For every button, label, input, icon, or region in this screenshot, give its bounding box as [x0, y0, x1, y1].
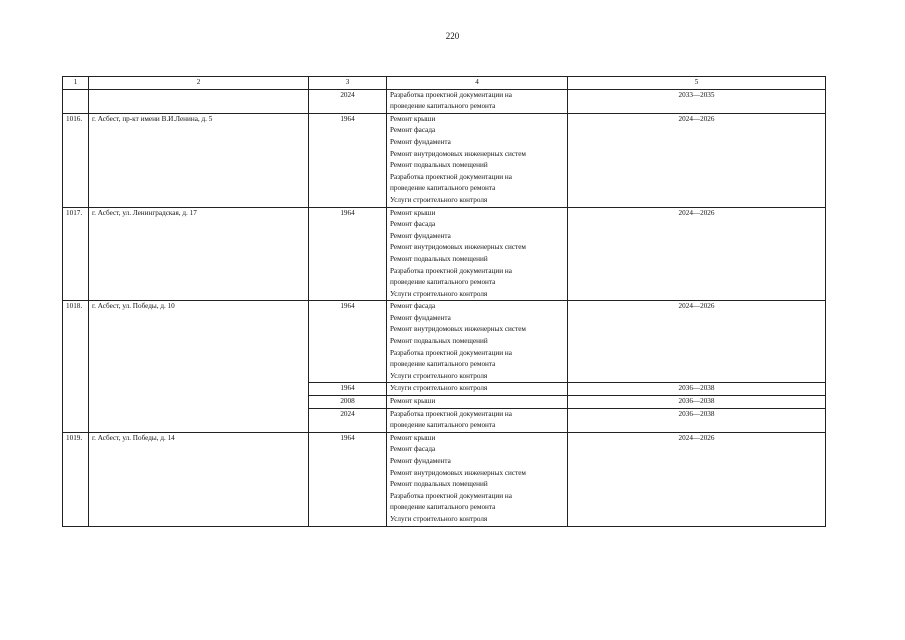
work-item: проведение капитального ремонта	[390, 360, 496, 369]
work-item: Ремонт фасада	[390, 220, 436, 229]
year-cell: 2024	[309, 408, 387, 432]
work-item: Ремонт внутридомовых инженерных систем	[390, 149, 526, 158]
table-row-continuation	[63, 89, 826, 113]
column-header: 1	[63, 77, 89, 90]
work-item: Разработка проектной документации на	[390, 172, 512, 181]
period-cell: 2024—2026	[568, 301, 826, 383]
column-header: 2	[89, 77, 309, 90]
row-number-cell	[63, 89, 89, 113]
address-cell: г. Асбест, ул. Победы, д. 14	[89, 432, 309, 526]
work-item: Услуги строительного контроля	[390, 384, 488, 393]
work-item: Ремонт подвальных помещений	[390, 337, 488, 346]
table-row	[63, 301, 826, 383]
work-item: Ремонт крыши	[390, 433, 436, 442]
year-cell: 1964	[309, 207, 387, 301]
works-cell	[387, 408, 568, 432]
works-cell	[387, 301, 568, 383]
page-number: 220	[445, 31, 460, 41]
work-item: Услуги строительного контроля	[390, 371, 488, 380]
table-header-row	[63, 77, 826, 90]
work-item: Разработка проектной документации на	[390, 409, 512, 418]
period-cell: 2024—2026	[568, 113, 826, 207]
year-cell: 1964	[309, 383, 387, 396]
column-header: 3	[309, 77, 387, 90]
row-number-cell: 1018.	[63, 301, 89, 433]
address-cell: г. Асбест, пр-кт имени В.И.Ленина, д. 5	[89, 113, 309, 207]
works-cell	[387, 89, 568, 113]
period-cell: 2036—2038	[568, 396, 826, 409]
work-item: Ремонт фундамента	[390, 313, 451, 322]
work-item: проведение капитального ремонта	[390, 503, 496, 512]
work-item: проведение капитального ремонта	[390, 102, 496, 111]
row-number-cell: 1019.	[63, 432, 89, 526]
work-item: Услуги строительного контроля	[390, 289, 488, 298]
work-item: Ремонт фасада	[390, 445, 436, 454]
year-cell: 1964	[309, 113, 387, 207]
period-cell: 2024—2026	[568, 432, 826, 526]
works-cell	[387, 113, 568, 207]
period-cell: 2036—2038	[568, 383, 826, 396]
work-item: Разработка проектной документации на	[390, 266, 512, 275]
works-cell	[387, 432, 568, 526]
works-cell	[387, 383, 568, 396]
period-cell: 2033—2035	[568, 89, 826, 113]
row-number-cell: 1017.	[63, 207, 89, 301]
column-header: 4	[387, 77, 568, 90]
work-item: проведение капитального ремонта	[390, 184, 496, 193]
work-item: Ремонт крыши	[390, 397, 436, 406]
works-cell	[387, 396, 568, 409]
column-header: 5	[568, 77, 826, 90]
work-item: Ремонт внутридомовых инженерных систем	[390, 468, 526, 477]
work-item: Разработка проектной документации на	[390, 348, 512, 357]
work-item: Ремонт подвальных помещений	[390, 161, 488, 170]
work-item: Ремонт фасада	[390, 126, 436, 135]
row-number-cell: 1016.	[63, 113, 89, 207]
work-item: проведение капитального ремонта	[390, 421, 496, 430]
year-cell: 1964	[309, 432, 387, 526]
address-cell: г. Асбест, ул. Ленинградская, д. 17	[89, 207, 309, 301]
period-cell: 2024—2026	[568, 207, 826, 301]
year-cell: 2008	[309, 396, 387, 409]
table-row	[63, 207, 826, 301]
work-item: Услуги строительного контроля	[390, 195, 488, 204]
year-cell: 2024	[309, 89, 387, 113]
work-item: Ремонт подвальных помещений	[390, 480, 488, 489]
table-row	[63, 113, 826, 207]
work-item: Ремонт внутридомовых инженерных систем	[390, 325, 526, 334]
work-item: Ремонт подвальных помещений	[390, 254, 488, 263]
address-cell	[89, 89, 309, 113]
work-item: Услуги строительного контроля	[390, 514, 488, 523]
work-item: Разработка проектной документации на	[390, 491, 512, 500]
address-cell: г. Асбест, ул. Победы, д. 10	[89, 301, 309, 433]
table-row	[63, 432, 826, 526]
work-item: Ремонт фасада	[390, 302, 436, 311]
repair-schedule-table	[62, 76, 826, 527]
work-item: Ремонт внутридомовых инженерных систем	[390, 243, 526, 252]
work-item: Ремонт фундамента	[390, 137, 451, 146]
work-item: Ремонт фундамента	[390, 231, 451, 240]
period-cell: 2036—2038	[568, 408, 826, 432]
work-item: Ремонт крыши	[390, 208, 436, 217]
work-item: Ремонт крыши	[390, 114, 436, 123]
works-cell	[387, 207, 568, 301]
work-item: проведение капитального ремонта	[390, 278, 496, 287]
work-item: Ремонт фундамента	[390, 457, 451, 465]
year-cell: 1964	[309, 301, 387, 383]
work-item: Разработка проектной документации на	[390, 90, 512, 99]
